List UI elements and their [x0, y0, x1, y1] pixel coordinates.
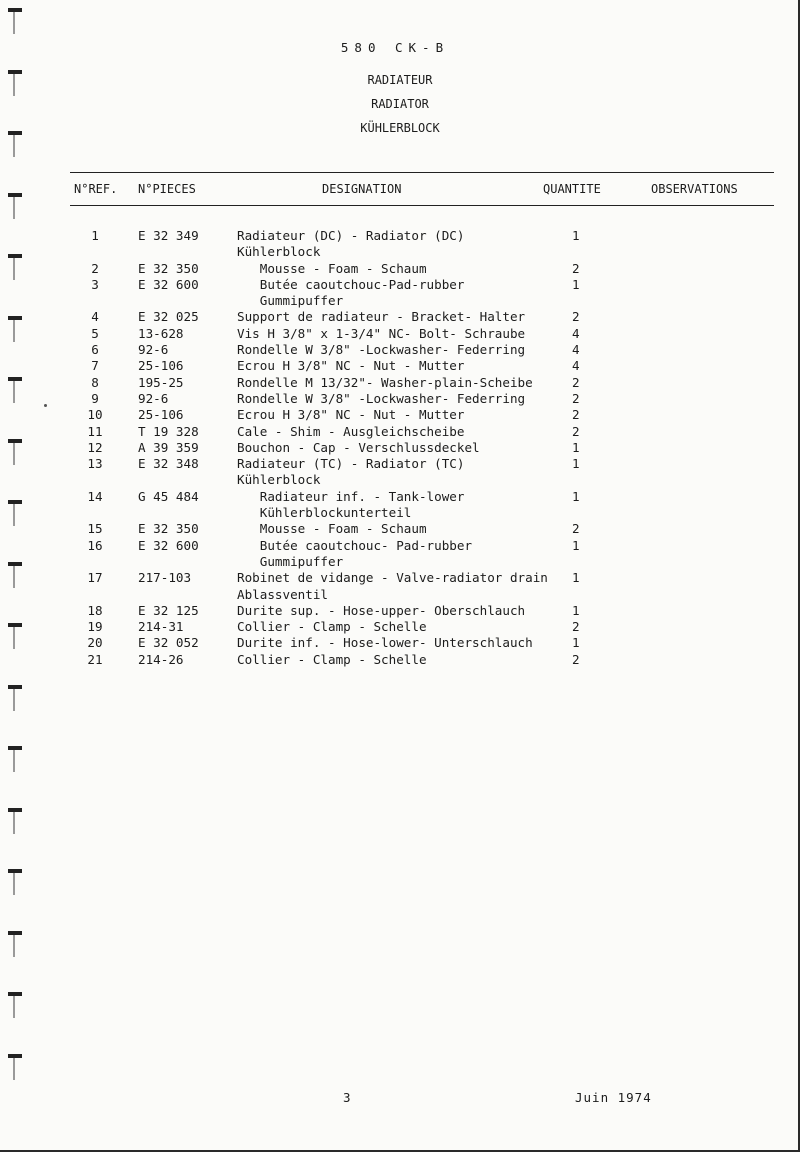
parts-table-body — [0, 228, 800, 668]
row-quantity: 2 — [572, 260, 580, 276]
binding-hole-icon — [6, 193, 24, 223]
binding-hole-icon — [6, 8, 24, 38]
row-quantity: 1 — [572, 488, 580, 504]
row-designation: Radiateur (DC) - Radiator (DC) — [237, 228, 465, 243]
column-header-designation: DESIGNATION — [322, 182, 402, 196]
table-row — [0, 342, 800, 358]
model-code: 580 CK-B — [340, 40, 450, 55]
row-part-number: 214-26 — [138, 651, 184, 667]
row-designation: Ecrou H 3/8" NC - Nut - Mutter — [237, 407, 465, 423]
row-ref: 2 — [91, 260, 99, 276]
row-designation: Gummipuffer — [237, 293, 344, 309]
row-part-number: 25-106 — [138, 407, 184, 423]
title-french: RADIATEUR — [367, 73, 433, 87]
row-part-number: E 32 052 — [138, 635, 199, 651]
table-row — [0, 244, 800, 260]
table-row — [0, 277, 800, 293]
table-row — [0, 521, 800, 537]
row-ref: 5 — [91, 325, 99, 341]
table-row — [0, 456, 800, 472]
row-quantity: 1 — [572, 228, 580, 243]
row-part-number: 92-6 — [138, 342, 169, 358]
title-english: RADIATOR — [371, 97, 429, 111]
row-ref: 3 — [91, 276, 99, 292]
row-quantity: 2 — [572, 309, 580, 325]
row-part-number: E 32 350 — [138, 260, 199, 276]
row-quantity: 2 — [572, 651, 580, 667]
binding-hole-icon — [6, 808, 24, 838]
table-row — [0, 619, 800, 635]
binding-hole-icon — [6, 992, 24, 1022]
row-part-number: E 32 350 — [138, 521, 199, 537]
table-row — [0, 472, 800, 488]
title-german: KÜHLERBLOCK — [360, 121, 440, 135]
row-ref: 21 — [87, 651, 103, 667]
row-designation: Support de radiateur - Bracket- Halter — [237, 309, 526, 325]
table-row — [0, 440, 800, 456]
table-row — [0, 326, 800, 342]
binding-hole-icon — [6, 131, 24, 161]
column-header-ref: N°REF. — [74, 182, 118, 196]
table-top-rule — [70, 172, 774, 173]
row-designation: Radiateur (TC) - Radiator (TC) — [237, 456, 465, 472]
row-quantity: 2 — [572, 390, 580, 406]
binding-hole-icon — [6, 685, 24, 715]
table-header-rule — [70, 205, 774, 206]
row-ref: 9 — [91, 390, 99, 406]
row-quantity: 4 — [572, 342, 580, 358]
binding-hole-icon — [6, 1054, 24, 1084]
table-row — [0, 293, 800, 309]
row-designation: Mousse - Foam - Schaum — [237, 521, 427, 537]
row-designation: Ablassventil — [237, 586, 328, 602]
row-ref: 1 — [91, 228, 99, 243]
row-quantity: 1 — [572, 635, 580, 651]
table-row — [0, 424, 800, 440]
row-part-number: 217-103 — [138, 570, 192, 586]
table-row — [0, 587, 800, 603]
row-quantity: 2 — [572, 407, 580, 423]
row-part-number: 13-628 — [138, 325, 184, 341]
table-row — [0, 554, 800, 570]
row-part-number: E 32 600 — [138, 537, 199, 553]
row-part-number: 195-25 — [138, 374, 184, 390]
row-ref: 17 — [87, 570, 103, 586]
row-part-number: T 19 328 — [138, 423, 199, 439]
row-part-number: A 39 359 — [138, 439, 199, 455]
row-ref: 12 — [87, 439, 103, 455]
row-ref: 10 — [87, 407, 103, 423]
row-ref: 11 — [87, 423, 103, 439]
row-part-number: G 45 484 — [138, 488, 199, 504]
row-ref: 14 — [87, 488, 103, 504]
table-row — [0, 489, 800, 505]
publication-date: Juin 1974 — [575, 1090, 652, 1105]
row-designation: Durite sup. - Hose-upper- Oberschlauch — [237, 602, 526, 618]
row-quantity: 1 — [572, 602, 580, 618]
row-ref: 7 — [91, 358, 99, 374]
binding-hole-icon — [6, 746, 24, 776]
page-number: 3 — [343, 1090, 351, 1105]
table-row — [0, 228, 800, 244]
row-quantity: 2 — [572, 374, 580, 390]
row-designation: Vis H 3/8" x 1-3/4" NC- Bolt- Schraube — [237, 325, 526, 341]
row-designation: Butée caoutchouc-Pad-rubber — [237, 276, 465, 292]
row-designation: Butée caoutchouc- Pad-rubber — [237, 537, 473, 553]
row-designation: Rondelle M 13/32"- Washer-plain-Scheibe — [237, 374, 533, 390]
row-part-number: 25-106 — [138, 358, 184, 374]
row-ref: 20 — [87, 635, 103, 651]
row-ref: 6 — [91, 342, 99, 358]
row-designation: Collier - Clamp - Schelle — [237, 619, 427, 635]
row-quantity: 4 — [572, 325, 580, 341]
table-row — [0, 652, 800, 668]
table-row — [0, 538, 800, 554]
row-part-number: E 32 025 — [138, 309, 199, 325]
row-designation: Kühlerblock — [237, 472, 321, 488]
row-part-number: E 32 125 — [138, 602, 199, 618]
row-quantity: 1 — [572, 439, 580, 455]
row-quantity: 1 — [572, 276, 580, 292]
table-row — [0, 375, 800, 391]
row-quantity: 4 — [572, 358, 580, 374]
row-designation: Collier - Clamp - Schelle — [237, 651, 427, 667]
table-row — [0, 505, 800, 521]
row-part-number: 92-6 — [138, 390, 169, 406]
row-quantity: 2 — [572, 521, 580, 537]
row-quantity: 1 — [572, 456, 580, 472]
row-quantity: 1 — [572, 537, 580, 553]
row-ref: 19 — [87, 619, 103, 635]
row-quantity: 2 — [572, 619, 580, 635]
row-designation: Bouchon - Cap - Verschlussdeckel — [237, 439, 480, 455]
table-row — [0, 407, 800, 423]
table-row — [0, 391, 800, 407]
row-part-number: E 32 348 — [138, 456, 199, 472]
row-designation: Ecrou H 3/8" NC - Nut - Mutter — [237, 358, 465, 374]
row-ref: 8 — [91, 374, 99, 390]
row-ref: 18 — [87, 602, 103, 618]
row-ref: 4 — [91, 309, 99, 325]
row-ref: 13 — [87, 456, 103, 472]
table-row — [0, 635, 800, 651]
binding-hole-icon — [6, 931, 24, 961]
row-designation: Kühlerblock — [237, 244, 321, 260]
row-part-number: 214-31 — [138, 619, 184, 635]
row-designation: Rondelle W 3/8" -Lockwasher- Federring — [237, 390, 526, 406]
table-row — [0, 358, 800, 374]
row-part-number: E 32 600 — [138, 276, 199, 292]
row-designation: Radiateur inf. - Tank-lower — [237, 488, 465, 504]
row-ref: 15 — [87, 521, 103, 537]
table-row — [0, 603, 800, 619]
row-part-number: E 32 349 — [138, 228, 199, 243]
row-designation: Gummipuffer — [237, 553, 344, 569]
row-ref: 16 — [87, 537, 103, 553]
row-designation: Kühlerblockunterteil — [237, 505, 412, 521]
paper-speck — [44, 404, 47, 407]
row-designation: Cale - Shim - Ausgleichscheibe — [237, 423, 465, 439]
column-header-quantity: QUANTITE — [543, 182, 601, 196]
binding-hole-icon — [6, 869, 24, 899]
column-header-observations: OBSERVATIONS — [651, 182, 738, 196]
table-row — [0, 309, 800, 325]
table-row — [0, 261, 800, 277]
row-designation: Mousse - Foam - Schaum — [237, 260, 427, 276]
row-designation: Robinet de vidange - Valve-radiator drain — [237, 570, 548, 586]
row-quantity: 1 — [572, 570, 580, 586]
table-row — [0, 570, 800, 586]
row-designation: Durite inf. - Hose-lower- Unterschlauch — [237, 635, 533, 651]
row-designation: Rondelle W 3/8" -Lockwasher- Federring — [237, 342, 526, 358]
row-quantity: 2 — [572, 423, 580, 439]
column-header-part: N°PIECES — [138, 182, 196, 196]
